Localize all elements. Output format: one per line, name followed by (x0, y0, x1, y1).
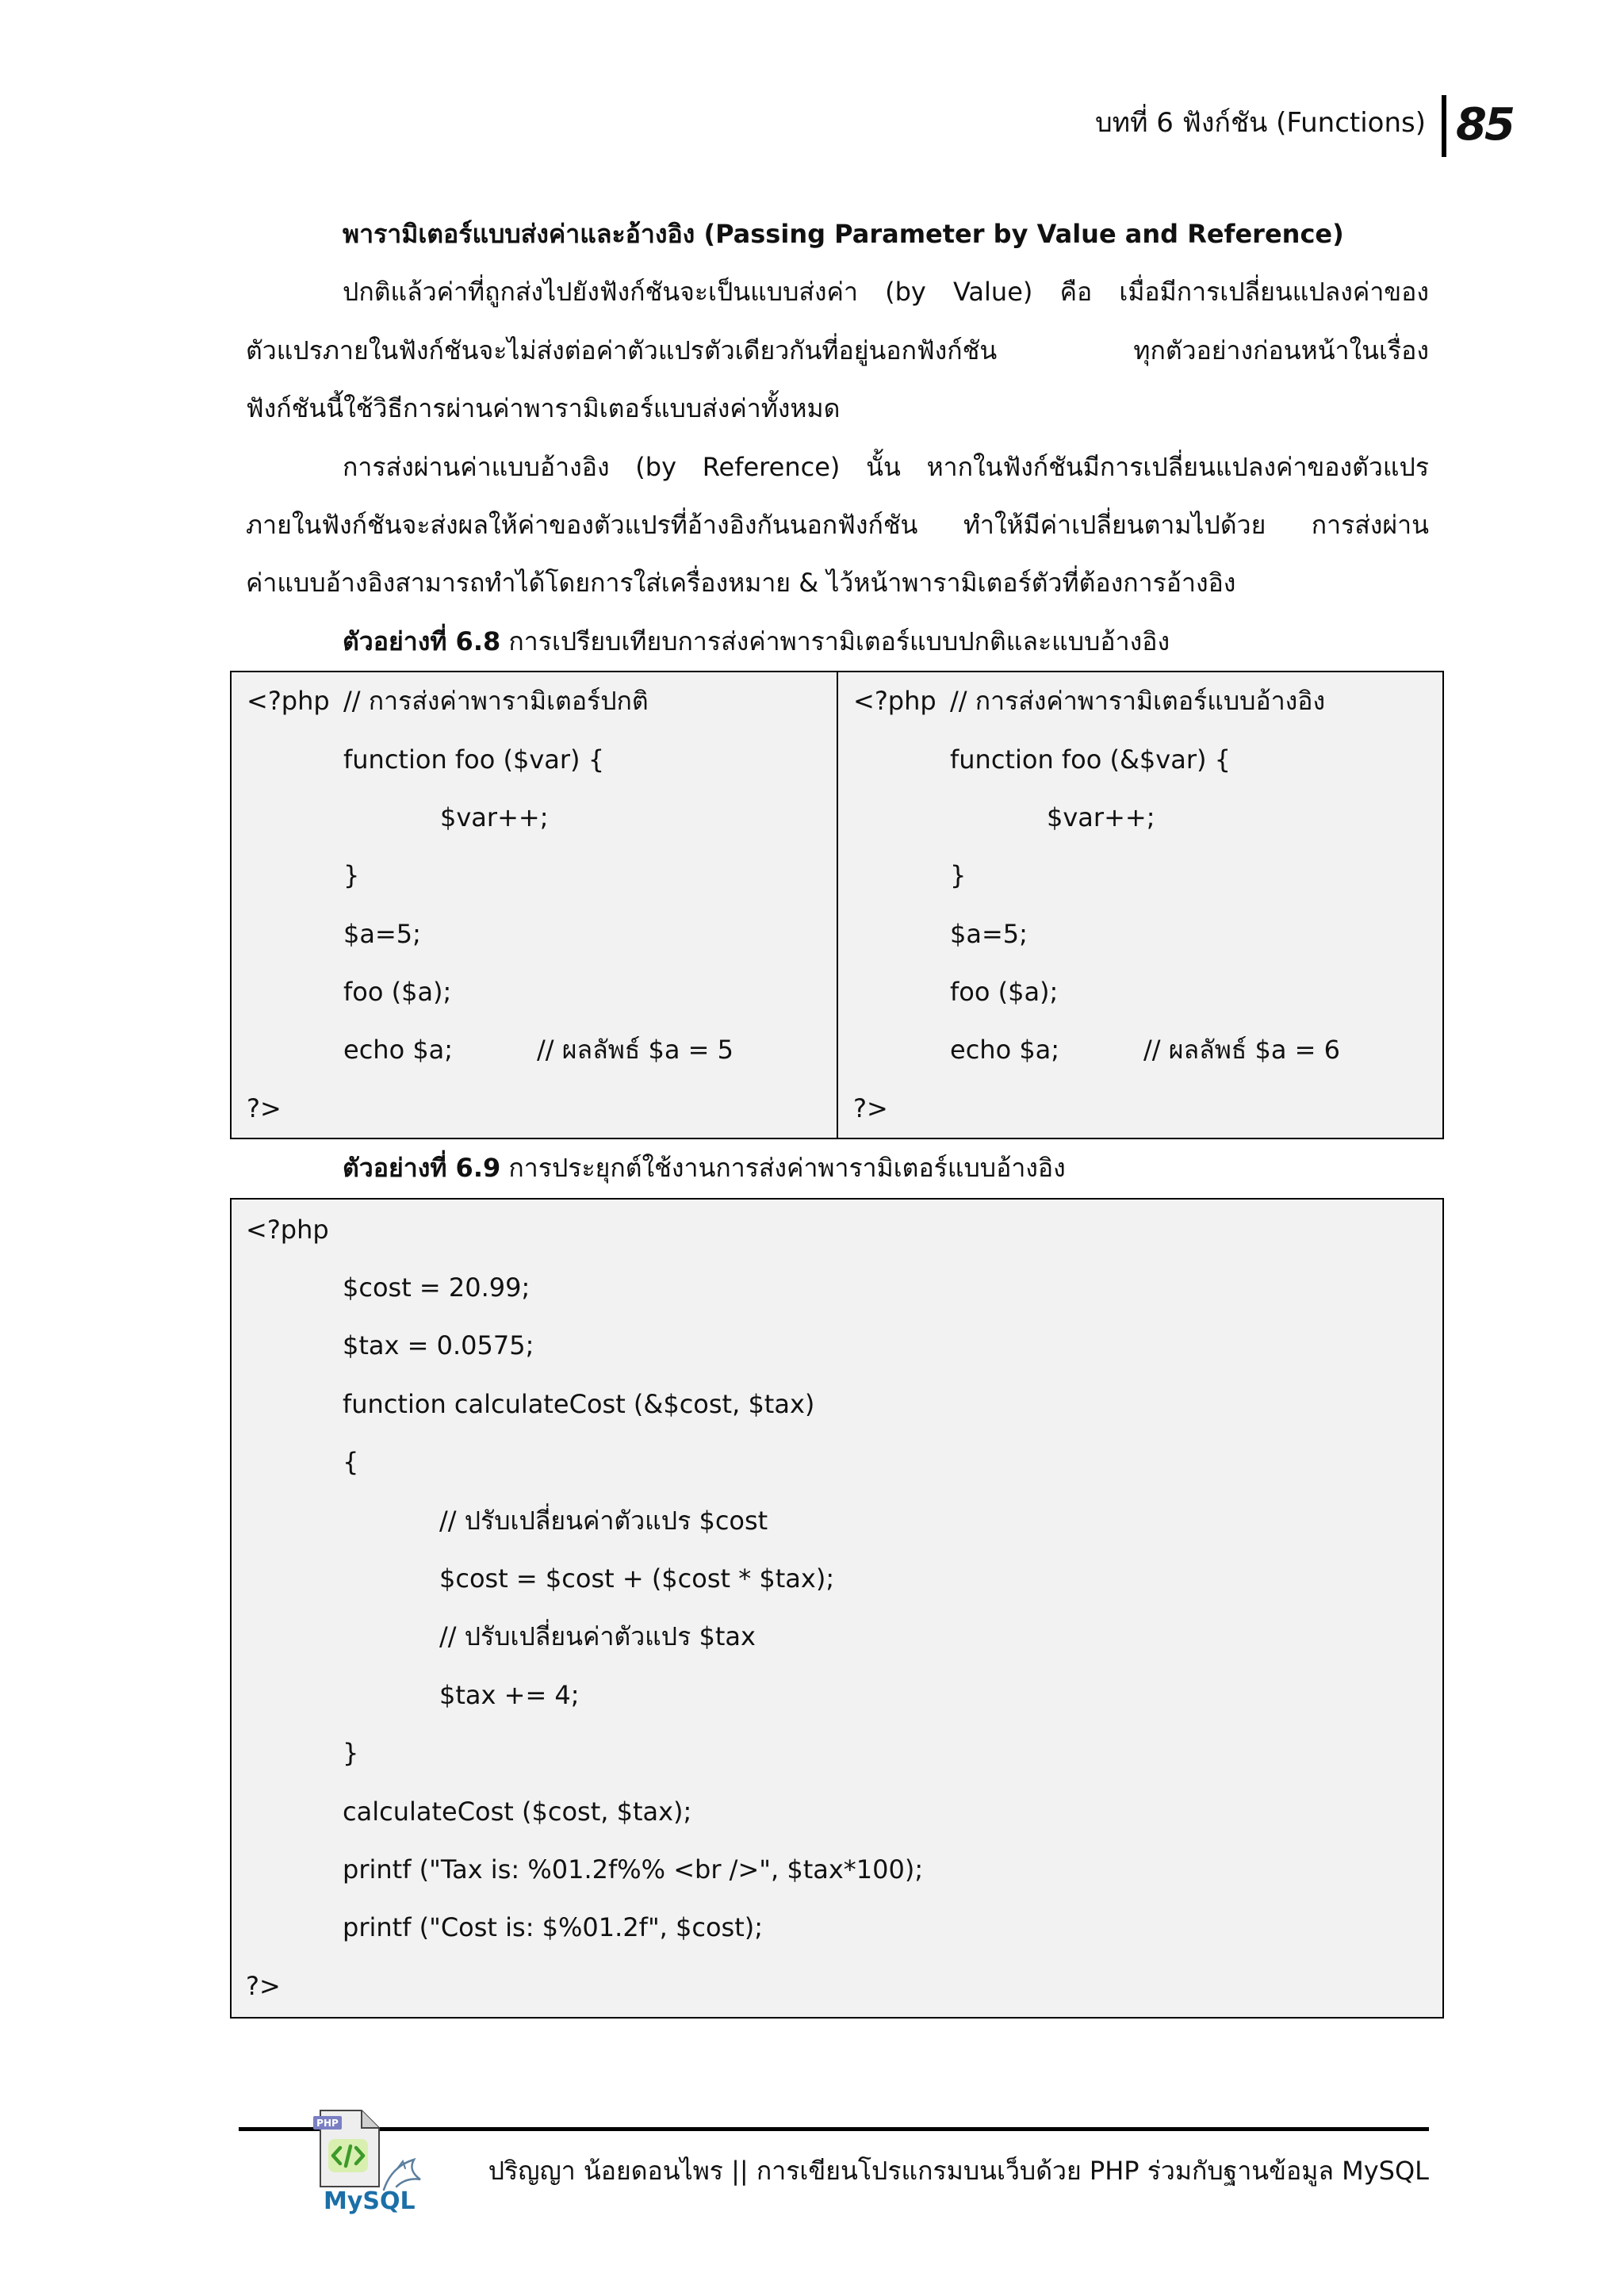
code-line: $var++; (853, 802, 1155, 832)
paragraph-line: ภายในฟังก์ชันจะส่งผลให้ค่าของตัวแปรที่อ้างอิงกันนอกฟังก์ชัน ทำให้มีค่าเปลี่ยนตามไปด้วย การส่งผ่าน (246, 509, 1429, 540)
code-line: $tax = 0.0575; (246, 1330, 534, 1361)
example-caption-text: การเปรียบเทียบการส่งค่าพารามิเตอร์แบบปกติและแบบอ้างอิง (508, 626, 1170, 656)
code-line: foo ($a); (247, 977, 452, 1008)
paragraph-line: ตัวแปรภายในฟังก์ชันจะไม่ส่งต่อค่าตัวแปรตัวเดียวกันที่อยู่นอกฟังก์ชัน ทุกตัวอย่างก่อนหน้าในเรื่อง (246, 335, 1429, 365)
page-number: 85 (1456, 99, 1513, 151)
code-line: ?> (247, 1093, 282, 1123)
code-cell-by-value (232, 672, 838, 1138)
code-line: function calculateCost (&$cost, $tax) (246, 1388, 815, 1419)
code-line: foo ($a); (853, 977, 1059, 1008)
header-divider (1442, 95, 1446, 157)
example-caption-6-9 (246, 1139, 1429, 1197)
section-heading: พารามิเตอร์แบบส่งค่าและอ้างอิง (Passing Parameter by Value and Reference) (343, 219, 1344, 249)
code-line: $a=5; (247, 918, 421, 949)
example-caption-6-8 (246, 613, 1429, 671)
php-mysql-logo (309, 2103, 428, 2215)
code-line: $cost = $cost + ($cost * $tax); (246, 1563, 835, 1594)
running-head-chapter-title: บทที่ 6 ฟังก์ชัน (Functions) (1095, 107, 1426, 139)
example-caption-text: การประยุกต์ใช้งานการส่งค่าพารามิเตอร์แบบอ้างอิง (508, 1153, 1066, 1184)
footer-text: ปริญญา น้อยดอนไพร || การเขียนโปรแกรมบนเว็บด้วย PHP ร่วมกับฐานข้อมูล MySQL (488, 2156, 1429, 2186)
code-line: ?> (246, 1970, 281, 2001)
code-line: } (853, 860, 967, 891)
code-line: { (246, 1447, 359, 1478)
code-line: $cost = 20.99; (246, 1272, 530, 1303)
paragraph-line: ฟังก์ชันนี้ใช้วิธีการผ่านค่าพารามิเตอร์แบบส่งค่าทั้งหมด (246, 393, 841, 424)
php-badge-label: PHP (316, 2118, 339, 2129)
main-content (230, 205, 1444, 2019)
code-line: printf ("Tax is: %01.2f%% <br />", $tax*100); (246, 1854, 924, 1885)
code-line: function foo (&$var) { (853, 744, 1231, 775)
code-brackets-icon (328, 2139, 368, 2172)
code-line: $a=5; (853, 918, 1028, 949)
code-line: $tax += 4; (246, 1679, 580, 1710)
example-label: ตัวอย่างที่ 6.9 (343, 1153, 501, 1184)
example-label: ตัวอย่างที่ 6.8 (343, 626, 501, 656)
code-line: } (247, 860, 360, 891)
paragraph-line: การส่งผ่านค่าแบบอ้างอิง (by Reference) นั้น หากในฟังก์ชันมีการเปลี่ยนแปลงค่าของตัวแปร (343, 451, 1429, 482)
code-line: function foo ($var) { (247, 744, 605, 775)
code-comparison-table (230, 671, 1444, 1139)
code-cell-by-reference (838, 672, 1442, 1138)
code-line: // ปรับเปลี่ยนค่าตัวแปร $tax (246, 1621, 756, 1652)
code-line: printf ("Cost is: $%01.2f", $cost); (246, 1912, 764, 1943)
mysql-dolphin-icon (384, 2160, 420, 2190)
paragraph-line: ปกติแล้วค่าที่ถูกส่งไปยังฟังก์ชันจะเป็นแบบส่งค่า (by Value) คือ เมื่อมีการเปลี่ยนแปลงค่าของ (343, 277, 1429, 308)
code-line: echo $a; // ผลลัพธ์ $a = 6 (853, 1035, 1340, 1066)
code-line: <?php (246, 1214, 329, 1245)
code-line: ?> (853, 1093, 888, 1123)
code-line: echo $a; // ผลลัพธ์ $a = 5 (247, 1035, 733, 1066)
code-line: <?php // การส่งค่าพารามิเตอร์ปกติ (247, 686, 649, 717)
paragraph-line: ค่าแบบอ้างอิงสามารถทำได้โดยการใส่เครื่องหมาย & ไว้หน้าพารามิเตอร์ตัวที่ต้องการอ้างอิง (246, 568, 1236, 599)
code-block-example-6-9 (230, 1198, 1444, 2019)
paragraph-by-reference (230, 438, 1444, 613)
code-line: calculateCost ($cost, $tax); (246, 1796, 692, 1827)
code-line: // ปรับเปลี่ยนค่าตัวแปร $cost (246, 1505, 768, 1536)
paragraph-by-value (230, 263, 1444, 438)
code-line: } (246, 1738, 359, 1769)
code-line: <?php // การส่งค่าพารามิเตอร์แบบอ้างอิง (853, 686, 1326, 717)
mysql-wordmark: MySQL (324, 2187, 416, 2215)
code-line: $var++; (247, 802, 549, 832)
